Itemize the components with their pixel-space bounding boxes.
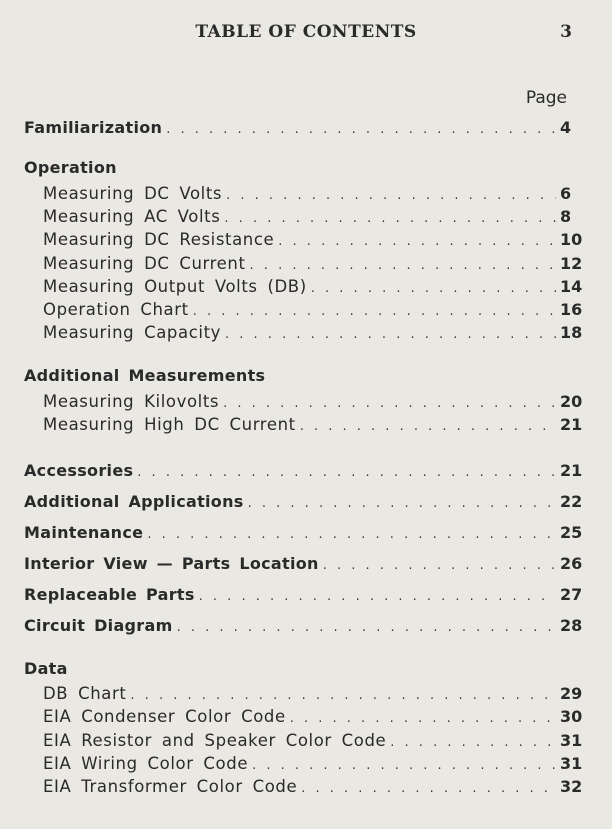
toc-entry-label: Additional Applications <box>24 492 244 511</box>
toc-entry-label: EIA Transformer Color Code <box>43 777 298 796</box>
page-header <box>0 22 612 48</box>
toc-entry-circuit-diagram[interactable] <box>24 616 583 638</box>
toc-entry-interior-view[interactable] <box>24 554 583 576</box>
section-heading-operation: Operation <box>24 158 117 177</box>
toc-entry-page: 21 <box>560 415 583 434</box>
toc-entry-label: Replaceable Parts <box>24 585 195 604</box>
toc-entry-page: 6 <box>560 184 572 203</box>
dot-leader <box>301 781 556 796</box>
toc-entry-page: 22 <box>560 492 583 511</box>
dot-leader <box>166 122 556 137</box>
toc-entry-label: Interior View — Parts Location <box>24 554 319 573</box>
toc-entry-page: 8 <box>560 207 572 226</box>
toc-entry-page: 31 <box>560 754 583 773</box>
page-column-label: Page <box>525 88 567 108</box>
dot-leader <box>137 465 556 480</box>
toc-entry-label: DB Chart <box>43 684 127 703</box>
toc-entry[interactable] <box>24 777 583 799</box>
toc-entry[interactable] <box>24 684 583 706</box>
toc-entry-label: Measuring Capacity <box>43 323 222 342</box>
dot-leader <box>177 620 556 635</box>
dot-leader <box>223 396 556 411</box>
toc-entry[interactable] <box>24 207 570 229</box>
toc-entry-label: Measuring AC Volts <box>43 207 221 226</box>
dot-leader <box>323 558 556 573</box>
dot-leader <box>300 419 556 434</box>
dot-leader <box>147 527 556 542</box>
toc-entry-page: 26 <box>560 554 583 573</box>
section-heading-data: Data <box>24 659 68 678</box>
page-number: 3 <box>560 22 572 42</box>
toc-entry[interactable] <box>24 300 583 322</box>
toc-entry-label: Measuring High DC Current <box>43 415 296 434</box>
toc-entry-page: 31 <box>560 731 583 750</box>
toc-entry[interactable] <box>24 230 583 252</box>
toc-entry-familiarization[interactable] <box>24 118 570 140</box>
dot-leader <box>311 281 556 296</box>
dot-leader <box>278 234 556 249</box>
toc-entry-label: EIA Condenser Color Code <box>43 707 286 726</box>
dot-leader <box>290 711 556 726</box>
toc-entry-additional-applications[interactable] <box>24 492 583 514</box>
dot-leader <box>199 589 556 604</box>
toc-entry[interactable] <box>24 254 583 276</box>
toc-entry-label: Measuring DC Resistance <box>43 230 275 249</box>
dot-leader <box>226 188 556 203</box>
toc-entry[interactable] <box>24 731 583 753</box>
toc-entry-replaceable-parts[interactable] <box>24 585 583 607</box>
toc-entry-page: 27 <box>560 585 583 604</box>
toc-entry-label: Maintenance <box>24 523 144 542</box>
toc-entry-label: Measuring Kilovolts <box>43 392 220 411</box>
dot-leader <box>390 735 556 750</box>
toc-entry-label: Operation Chart <box>43 300 189 319</box>
toc-entry-label: Circuit Diagram <box>24 616 173 635</box>
toc-entry-page: 21 <box>560 461 583 480</box>
dot-leader <box>130 688 556 703</box>
toc-entry-label: Familiarization <box>24 118 163 137</box>
toc-entry-page: 29 <box>560 684 583 703</box>
toc-entry-page: 16 <box>560 300 583 319</box>
dot-leader <box>252 758 556 773</box>
toc-entry-page: 4 <box>560 118 572 137</box>
page-title: TABLE OF CONTENTS <box>195 22 417 42</box>
toc-entry-page: 30 <box>560 707 583 726</box>
toc-entry-page: 20 <box>560 392 583 411</box>
toc-entry-label: EIA Resistor and Speaker Color Code <box>43 731 387 750</box>
toc-entry-label: EIA Wiring Color Code <box>43 754 249 773</box>
toc-entry-page: 28 <box>560 616 583 635</box>
toc-entry-page: 12 <box>560 254 583 273</box>
toc-entry-maintenance[interactable] <box>24 523 583 545</box>
dot-leader <box>225 327 556 342</box>
dot-leader <box>224 211 556 226</box>
toc-entry-label: Accessories <box>24 461 134 480</box>
toc-entry-page: 10 <box>560 230 583 249</box>
toc-entry-label: Measuring Output Volts (DB) <box>43 277 307 296</box>
toc-entry-page: 25 <box>560 523 583 542</box>
toc-entry[interactable] <box>24 392 583 414</box>
toc-entry[interactable] <box>24 323 583 345</box>
toc-entry-accessories[interactable] <box>24 461 583 483</box>
toc-entry-page: 14 <box>560 277 583 296</box>
toc-entry[interactable] <box>24 415 583 437</box>
toc-entry-page: 32 <box>560 777 583 796</box>
section-heading-additional-measurements: Additional Measurements <box>24 366 266 385</box>
dot-leader <box>193 304 556 319</box>
toc-entry-page: 18 <box>560 323 583 342</box>
toc-entry[interactable] <box>24 754 583 776</box>
dot-leader <box>250 258 556 273</box>
toc-entry[interactable] <box>24 184 570 206</box>
toc-entry-label: Measuring DC Current <box>43 254 246 273</box>
toc-entry[interactable] <box>24 707 583 729</box>
toc-entry-label: Measuring DC Volts <box>43 184 223 203</box>
dot-leader <box>248 496 556 511</box>
toc-entry[interactable] <box>24 277 583 299</box>
